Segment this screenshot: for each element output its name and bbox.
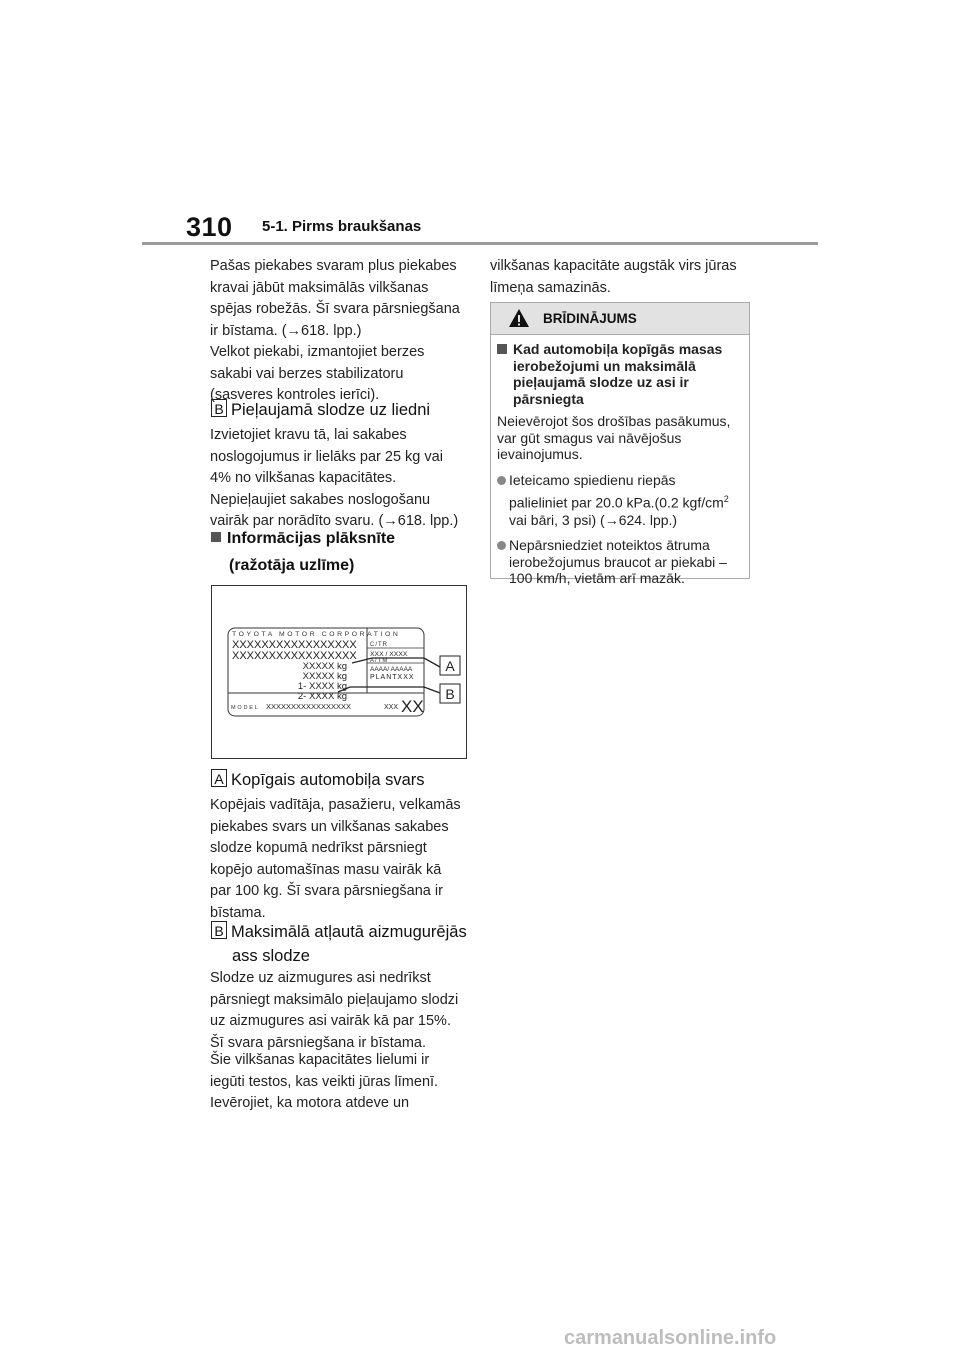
text-line: Ievērojiet, ka motora atdeve un — [210, 1095, 410, 1111]
text-line: kravai jābūt maksimālās vilkšanas — [210, 279, 429, 296]
warning-body — [491, 335, 749, 587]
heading-text: Pieļaujamā slodze uz liedni — [231, 401, 431, 419]
text-line: slodze kopumā nedrīkst pārsniegt — [210, 840, 427, 856]
plate-vin2: XXXXXXXXXXXXXXXXX — [232, 650, 357, 662]
text-line: iegūti testos, kas veikti jūras līmenī. — [210, 1073, 439, 1090]
callout-b-label: B — [445, 686, 455, 702]
tongue-load-heading — [211, 398, 430, 422]
label-diagram — [212, 586, 466, 758]
superscript: 2 — [723, 493, 729, 504]
plate-weight-1: XXXXX kg — [302, 661, 347, 672]
text-line: spējas robežās. Šī svara pārsniegšana — [210, 301, 460, 317]
text-line: Slodze uz aizmugures asi nedrīkst — [210, 970, 431, 986]
text-line: Ieteicamo spiedienu riepās — [509, 471, 676, 488]
warning-title: BRĪDINĀJUMS — [543, 311, 637, 326]
text-line: ierobežojumus braucot ar piekabi – — [509, 553, 727, 570]
text-line: kopējo automašīnas masu vairāk kā — [210, 861, 442, 878]
warning-triangle-icon — [508, 308, 530, 328]
plate-xxx: XXX — [384, 704, 399, 711]
plate-ctr-label: C/TR — [370, 642, 388, 648]
text-line: pārsniegt maksimālo pieļaujamo slodzi — [210, 991, 459, 1008]
text-line: Pašas piekabes svaram plus piekabes — [210, 258, 457, 274]
text-line: Nepieļaujiet sakabes noslogošanu — [210, 491, 431, 508]
plate-atm-value: AAAA/ AAAAA — [370, 666, 413, 673]
text-line: Kopējais vadītāja, pasažieru, velkamās — [210, 797, 461, 813]
gross-weight-paragraph — [210, 795, 480, 924]
text-line: pieļaujamā slodze uz asi ir — [513, 374, 689, 390]
text-line: ir bīstama. (→618. lpp.) — [210, 322, 362, 339]
heading-line: Maksimālā atļautā aizmugurējās — [231, 923, 467, 941]
square-bullet-icon — [211, 532, 221, 542]
text-line: 100 km/h, vietām arī mazāk. — [509, 570, 685, 587]
page-number: 310 — [186, 212, 233, 242]
text-line: vairāk par norādīto svaru. (→618. lpp.) — [210, 513, 459, 529]
text-line: ievainojumus. — [497, 446, 583, 462]
capacity-note-paragraph — [210, 1050, 480, 1115]
text-line: Izvietojiet kravu tā, lai sakabes — [210, 427, 407, 443]
square-bullet-icon — [497, 344, 507, 354]
bullet-dot-icon — [497, 541, 506, 550]
rear-axle-heading — [211, 920, 467, 968]
warning-text — [497, 413, 743, 463]
text-line: Velkot piekabi, izmantojiet berzes — [210, 344, 425, 360]
text-line: uz aizmugures asi vairāk kā par 15%. — [210, 1013, 451, 1029]
plate-xx-big: XX — [401, 697, 424, 716]
rear-axle-paragraph — [210, 968, 480, 1054]
heading-line: (ražotāja uzlīme) — [229, 557, 355, 574]
text-line: var gūt smagus vai nāvējošus — [497, 429, 682, 446]
text-line: vilkšanas kapacitāte augstāk virs jūras — [490, 258, 737, 274]
plate-vin1: XXXXXXXXXXXXXXXXX — [232, 639, 357, 651]
warning-header — [491, 303, 749, 335]
section-title: 5-1. Pirms braukšanas — [262, 218, 422, 235]
plate-model-value: XXXXXXXXXXXXXXXXX — [266, 702, 352, 711]
text-line: (sasveres kontroles ierīci). — [210, 387, 380, 403]
heading-line: Informācijas plāksnīte — [227, 530, 396, 547]
text-line: līmeņa samazinās. — [490, 279, 611, 296]
intro-paragraph — [210, 256, 480, 407]
text-line: par 100 kg. Šī svara pārsniegšana ir — [210, 883, 443, 899]
text-line: Kad automobiļa kopīgās masas — [513, 341, 723, 357]
warning-box — [490, 302, 750, 587]
text-line: sakabi vai berzes stabilizatoru — [210, 365, 404, 382]
right-intro-paragraph — [490, 256, 760, 299]
text-line: Šie vilkšanas kapacitātes lielumi ir — [210, 1052, 430, 1068]
plate-weight-2: XXXXX kg — [302, 671, 347, 682]
header-rule — [142, 242, 818, 245]
warning-bullet-tire-pressure — [497, 471, 743, 529]
text-line: piekabes svars un vilkšanas sakabes — [210, 818, 449, 835]
heading-line: ass slodze — [232, 947, 310, 965]
text-line: 4% no vilkšanas kapacitātes. — [210, 470, 397, 486]
plate-weight-4: 2- XXXX kg — [297, 691, 347, 702]
bullet-dot-icon — [497, 476, 506, 485]
text-line: bīstama. — [210, 904, 266, 921]
callout-badge-a: A — [211, 769, 227, 787]
info-plate-heading — [211, 527, 395, 578]
plate-atm-label: A/TM — [370, 658, 389, 664]
gross-weight-heading — [211, 768, 425, 792]
text-line: pārsniegta — [513, 390, 584, 407]
text-line: Šī svara pārsniegšana ir bīstama. — [210, 1034, 426, 1051]
tongue-load-paragraph — [210, 425, 480, 533]
watermark: carmanualsonline.info — [564, 1327, 777, 1349]
heading-text: Kopīgais automobiļa svars — [231, 771, 425, 789]
warning-heading — [497, 341, 743, 407]
plate-ctr-value: XXX / XXXX — [370, 651, 408, 658]
callout-badge-b: B — [211, 921, 227, 939]
plate-weight-3: 1- XXXX kg — [297, 681, 347, 692]
callout-a-label: A — [445, 658, 455, 674]
text-line: ierobežojumi un maksimālā — [513, 357, 696, 374]
warning-bullet-speed — [497, 537, 743, 587]
text-line: palieliniet par 20.0 kPa.(0.2 kgf/cm — [509, 494, 724, 511]
plate-model-label: MODEL — [231, 705, 260, 711]
manufacturer-label-illustration — [211, 585, 467, 759]
plate-plant: PLANTXXX — [370, 674, 415, 681]
text-line: Neievērojot šos drošības pasākumus, — [497, 413, 731, 429]
text-line: vai bāri, 3 psi) (→624. lpp.) — [509, 512, 678, 529]
text-line: noslogojumus ir lielāks par 25 kg vai — [210, 448, 443, 465]
callout-badge-b: B — [211, 399, 227, 417]
text-line: Nepārsniedziet noteiktos ātruma — [509, 537, 710, 554]
plate-corp-text: TOYOTA MOTOR CORPORATION — [232, 631, 401, 638]
